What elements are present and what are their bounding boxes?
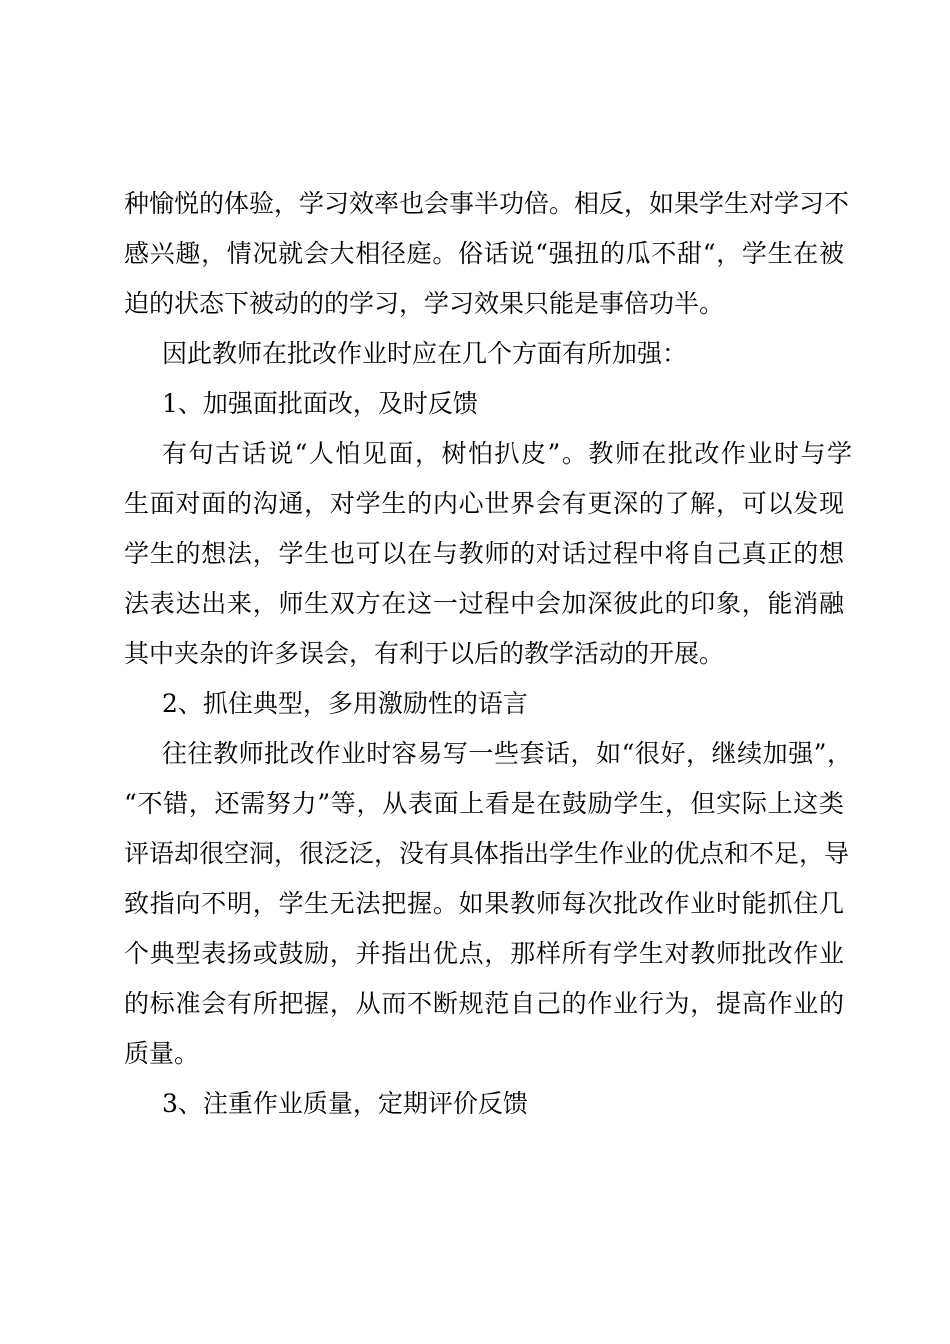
body-text-line: 种愉悦的体验，学习效率也会事半功倍。相反，如果学生对学习不 xyxy=(124,189,850,218)
body-text-line: 生面对面的沟通，对学生的内心世界会有更深的了解，可以发现 xyxy=(124,489,844,518)
body-text-line: 质量。 xyxy=(124,1039,200,1068)
body-text-line: 学生的想法，学生也可以在与教师的对话过程中将自己真正的想 xyxy=(124,539,844,568)
body-text-line: 评语却很空洞，很泛泛，没有具体指出学生作业的优点和不足，导 xyxy=(124,839,850,868)
body-text-line: 迫的状态下被动的的学习，学习效果只能是事倍功半。 xyxy=(124,289,725,318)
paragraph-intro-line: 因此教师在批改作业时应在几个方面有所加强： xyxy=(162,339,688,368)
body-text-line: 其中夹杂的许多误会，有利于以后的教学活动的开展。 xyxy=(124,639,725,668)
section-heading-2: 2、抓住典型，多用激励性的语言 xyxy=(162,689,528,718)
body-text-line: 个典型表扬或鼓励，并指出优点，那样所有学生对教师批改作业 xyxy=(124,939,844,968)
body-text-line: 的标准会有所把握，从而不断规范自己的作业行为，提高作业的 xyxy=(124,989,844,1018)
body-text-line: 法表达出来，师生双方在这一过程中会加深彼此的印象，能消融 xyxy=(124,589,844,618)
body-text-line: 感兴趣，情况就会大相径庭。俗话说“强扭的瓜不甜“，学生在被 xyxy=(124,239,844,268)
body-text-line: 往往教师批改作业时容易写一些套话，如“很好，继续加强”， xyxy=(162,739,852,768)
body-text-line: 有句古话说“人怕见面，树怕扒皮”。教师在批改作业时与学 xyxy=(162,439,852,468)
section-heading-1: 1、加强面批面改，及时反馈 xyxy=(162,389,478,418)
body-text-line: 致指向不明，学生无法把握。如果教师每次批改作业时能抓住几 xyxy=(124,889,844,918)
body-text-line: “不错，还需努力”等，从表面上看是在鼓励学生，但实际上这类 xyxy=(124,789,844,818)
section-heading-3: 3、注重作业质量，定期评价反馈 xyxy=(162,1089,528,1118)
